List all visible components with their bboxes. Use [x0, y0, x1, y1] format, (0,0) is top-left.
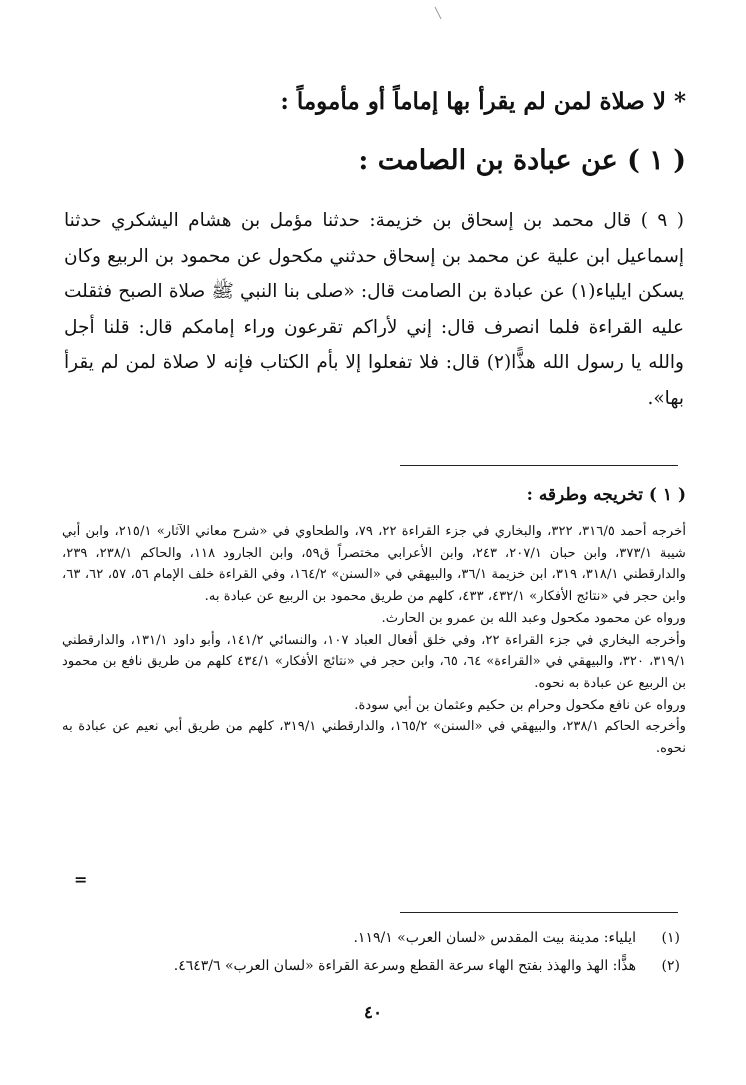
takhrij-body [62, 521, 686, 760]
section-subtitle: ( ١ ) عن عبادة بن الصامت : [358, 145, 686, 176]
takhrij-paragraph: وأخرجه الحاكم ٢٣٨/١، والبيهقي في «السنن» ١٦٥/٢، والدارقطني ٣١٩/١، كلهم من طريق أبي نعيم عن عبادة به نحوه. [62, 719, 687, 757]
takhrij-paragraph: ورواه عن نافع مكحول وحرام بن حكيم وعثمان بن أبي سودة. [354, 697, 686, 713]
footnote-separator [400, 912, 678, 913]
footnote-item [60, 924, 680, 952]
footnote-number: (٢) [661, 958, 680, 974]
takhrij-paragraph: ورواه عن محمود مكحول وعبد الله بن عمرو بن الحارث. [381, 610, 686, 626]
hadith-paragraph: ( ٩ ) قال محمد بن إسحاق بن خزيمة: حدثنا مؤمل بن هشام اليشكري حدثنا إسماعيل ابن علية عن محمد بن إسحاق حدثني مكحول عن محمود بن الربيع وكان يسكن ايلياء(١) عن عبادة بن الصامت قال: «صلى بنا النبي ﷺ صلاة الصبح فثقلت عليه القراءة فلما انصرف قال: إني لأراكم تقرعون وراء إمامكم قال: قلنا أجل والله يا رسول الله هذًّا(٢) قال: فلا تفعلوا إلا بأم الكتاب فإنه لا صلاة لمن لم يقرأ بها». [64, 210, 684, 409]
end-mark: = [74, 870, 88, 889]
footnote-text: ايلياء: مدينة بيت المقدس «لسان العرب» ١١٩/١. [353, 930, 636, 946]
footnotes [60, 924, 680, 980]
page-number: ٤٠ [363, 1003, 383, 1023]
chapter-title: * لا صلاة لمن لم يقرأ بها إماماً أو مأموماً : [280, 88, 686, 115]
takhrij-paragraph: أخرجه أحمد ٣١٦/٥، ٣٢٢، والبخاري في جزء القراءة ٢٢، ٧٩، والطحاوي في «شرح معاني الآثار» ٢١٥/١، وابن أبي شيبة ٣٧٣/١، وابن حبان ٢٠٧/١، ٢٤٣، وابن الأعرابي مختصراً ق٥٩، وابن الجارود ١١٨، والحاكم ٢٣٨/١، ٢٣٩، والدارقطني ٣١٨/١، ٣١٩، ابن خزيمة ٣٦/١، والبيهقي في «السنن» ١٦٤/٢، وفي القراءة خلف الإمام ٥٦، ٥٧، ٦٢، ٦٣، وابن حجر في «نتائج الأفكار» ٤٣٢/١، ٤٣٣، كلهم من طريق محمود بن الربيع عن عبادة به. [62, 524, 687, 605]
footnote-item [60, 952, 680, 980]
footnote-number: (١) [661, 930, 680, 946]
takhrij-paragraph: وأخرجه البخاري في جزء القراءة ٢٢، وفي خلق أفعال العباد ١٠٧، والنسائي ١٤١/٢، وأبو داود ١٣١/١، والدارقطني ٣١٩/١، ٣٢٠، والبيهقي في «القراءة» ٦٤، ٦٥، وابن حجر في «نتائج الأفكار» ٤٣٤/١ كلهم من طريق نافع بن محمود بن الربيع عن عبادة به نحوه. [62, 632, 687, 691]
hadith-text [64, 203, 684, 416]
footnote-text: هذًّا: الهذ والهذذ بفتح الهاء سرعة القطع وسرعة القراءة «لسان العرب» ٤٦٤٣/٦. [173, 958, 636, 974]
takhrij-heading: ( ١ ) تخريجه وطرقه : [526, 485, 686, 505]
scan-mark [433, 6, 443, 20]
separator-line [400, 465, 678, 466]
